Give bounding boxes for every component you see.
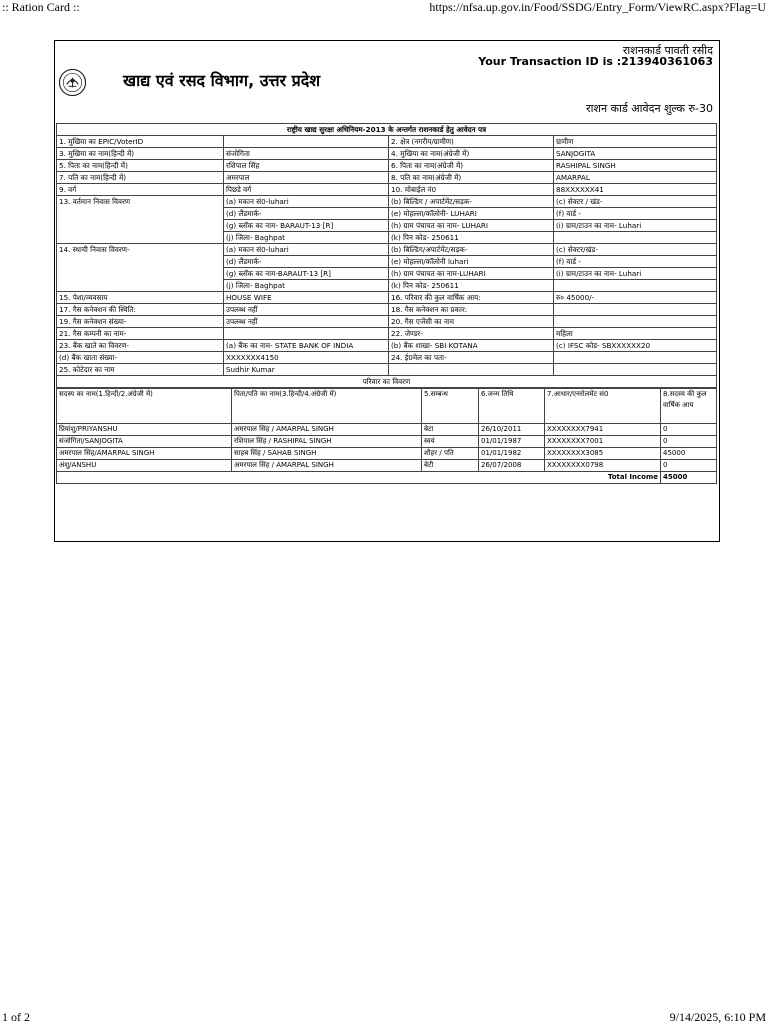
field-label: 16. परिवार की कुल वार्षिक आय:: [389, 292, 554, 304]
address-field: [554, 232, 717, 244]
member-name: संजोगिता/SANJOGITA: [57, 436, 232, 448]
address-field: (b) बिल्डिंग / अपार्टमेंट/सड़क-: [389, 196, 554, 208]
page-number: 1 of 2: [2, 1010, 30, 1024]
field-label: 19. गैस कनेक्शन संख्या-: [57, 316, 224, 328]
field-label: 18. गैस कनेक्शन का प्रकार:: [389, 304, 554, 316]
address-field: [554, 280, 717, 292]
member-guardian: अमरपाल सिंह / AMARPAL SINGH: [232, 424, 422, 436]
field-label: 9. वर्ग: [57, 184, 224, 196]
member-dob: 26/10/2011: [479, 424, 545, 436]
total-income-row: [57, 472, 717, 484]
address-field: (i) ग्राम/टाउन का नाम- Luhari: [554, 268, 717, 280]
field-label: 4. मुखिया का नाम(अंग्रेजी में): [389, 148, 554, 160]
field-label: (d) बैंक खाता संख्या-: [57, 352, 224, 364]
field-value: XXXXXXX4150: [224, 352, 389, 364]
address-field: (a) मकान सं0-luhari: [224, 196, 389, 208]
field-value: [554, 352, 717, 364]
field-label: 17. गैस कनेक्शन की स्थिति:: [57, 304, 224, 316]
family-members-table: [56, 388, 717, 484]
field-label: 10. मोबाईल नं0: [389, 184, 554, 196]
family-header-row: [57, 389, 717, 424]
column-header: 8.सदस्य की कुल वार्षिक आय: [661, 389, 717, 424]
member-name: अंशु/ANSHU: [57, 460, 232, 472]
permanent-address-label: 14. स्थायी निवास विवरण-: [57, 244, 224, 292]
field-value: रशिपाल सिंह: [224, 160, 389, 172]
field-label: 15. पेशा/व्यवसाय: [57, 292, 224, 304]
bank-details-label: 23. बैंक खाते का विवरण-: [57, 340, 224, 352]
field-value: अमरपाल: [224, 172, 389, 184]
address-field: (c) सेक्टर/खंड-: [554, 244, 717, 256]
member-dob: 01/01/1982: [479, 448, 545, 460]
field-value: [554, 304, 717, 316]
address-field: (b) बिल्डिंग/अपार्टमेंट/सड़क-: [389, 244, 554, 256]
bank-ifsc: (c) IFSC कोड- SBXXXXXX20: [554, 340, 717, 352]
field-label: 22. जेण्डर-: [389, 328, 554, 340]
field-value: ग्रामीण: [554, 136, 717, 148]
member-guardian: साहब सिंह / SAHAB SINGH: [232, 448, 422, 460]
application-details-table: [56, 123, 717, 388]
column-header: 5.सम्बन्ध: [422, 389, 479, 424]
column-header: 6.जन्म तिथि: [479, 389, 545, 424]
member-aadhaar: XXXXXXXX0798: [545, 460, 661, 472]
table-row: [57, 352, 717, 364]
table-row: [57, 424, 717, 436]
member-aadhaar: XXXXXXXX7941: [545, 424, 661, 436]
application-fee: राशन कार्ड आवेदन शुल्क रु-30: [586, 102, 713, 115]
address-field: (c) सेक्टर / खंड-: [554, 196, 717, 208]
field-label: 8. पति का नाम(अंग्रेजी में): [389, 172, 554, 184]
address-field: (k) पिन कोड- 250611: [389, 232, 554, 244]
field-label: 6. पिता का नाम(अंग्रेजी में): [389, 160, 554, 172]
field-label: 2. क्षेत्र (नगरीय/ग्रामीण): [389, 136, 554, 148]
table-row: [57, 160, 717, 172]
bank-branch: (b) बैंक शाखा- SBI KOTANA: [389, 340, 554, 352]
department-name: खाद्य एवं रसद विभाग, उत्तर प्रदेश: [123, 71, 321, 90]
address-field: (f) वार्ड -: [554, 256, 717, 268]
form-title: राष्ट्रीय खाद्य सुरक्षा अधिनियम-2013 के अन्तर्गत राशनकार्ड हेतु आवेदन पत्र: [57, 124, 717, 136]
field-value: उपलब्ध नहीं: [224, 304, 389, 316]
field-label: 25. कोटेदार का नाम: [57, 364, 224, 376]
member-relation: बेटा: [422, 424, 479, 436]
table-row: [57, 460, 717, 472]
address-field: (f) वार्ड -: [554, 208, 717, 220]
column-header: पिता/पति का नाम(3.हिन्दी/4.अंग्रेजी में): [232, 389, 422, 424]
current-address-label: 13. वर्तमान निवास विवरण: [57, 196, 224, 244]
address-field: (d) लैंडमार्क-: [224, 256, 389, 268]
field-value: [554, 316, 717, 328]
table-row: [57, 196, 717, 208]
field-value: संजोगिता: [224, 148, 389, 160]
table-row: [57, 448, 717, 460]
field-value: [224, 136, 389, 148]
receipt-header: [55, 41, 719, 123]
total-income-label: Total Income: [57, 472, 661, 484]
address-field: (e) मोहल्ला/कॉलोनी- LUHARI: [389, 208, 554, 220]
receipt-title: राशनकार्ड पावती रसीद: [622, 44, 713, 57]
field-value: उपलब्ध नहीं: [224, 316, 389, 328]
ration-card-receipt: [54, 40, 720, 542]
bank-name: (a) बैंक का नाम- STATE BANK OF INDIA: [224, 340, 389, 352]
total-income-value: 45000: [661, 472, 717, 484]
address-field: (g) ब्लॉक का नाम-BARAUT-13 [R]: [224, 268, 389, 280]
field-value: महिला: [554, 328, 717, 340]
field-value: [224, 328, 389, 340]
member-dob: 01/01/1987: [479, 436, 545, 448]
member-aadhaar: XXXXXXXX3085: [545, 448, 661, 460]
member-income: 0: [661, 436, 717, 448]
browser-url: https://nfsa.up.gov.in/Food/SSDG/Entry_Form/ViewRC.aspx?Flag=U: [429, 0, 766, 14]
field-value: Sudhir Kumar: [224, 364, 389, 376]
member-relation: स्वयं: [422, 436, 479, 448]
address-field: (h) ग्राम पंचायत का नाम- LUHARI: [389, 220, 554, 232]
address-field: (i) ग्राम/टाउन का नाम- Luhari: [554, 220, 717, 232]
address-field: (d) लैंडमार्क-: [224, 208, 389, 220]
table-row: [57, 148, 717, 160]
field-value: SANJOGITA: [554, 148, 717, 160]
field-label: [389, 364, 554, 376]
field-label: 7. पति का नाम(हिन्दी में): [57, 172, 224, 184]
member-income: 0: [661, 460, 717, 472]
address-field: (j) जिला- Baghpat: [224, 232, 389, 244]
table-row: [57, 136, 717, 148]
field-value: पिछडे वर्ग: [224, 184, 389, 196]
member-income: 0: [661, 424, 717, 436]
member-relation: बेटी: [422, 460, 479, 472]
field-label: 21. गैस कम्पनी का नाम-: [57, 328, 224, 340]
table-row: [57, 244, 717, 256]
column-header: सदस्य का नाम(1.हिन्दी/2.अंग्रेजी में): [57, 389, 232, 424]
member-aadhaar: XXXXXXXX7001: [545, 436, 661, 448]
address-field: (g) ब्लॉक का नाम- BARAUT-13 [R]: [224, 220, 389, 232]
up-emblem-icon: [58, 68, 87, 97]
address-field: (h) ग्राम पंचायत का नाम-LUHARI: [389, 268, 554, 280]
field-value: HOUSE WIFE: [224, 292, 389, 304]
table-row: [57, 364, 717, 376]
table-row: [57, 304, 717, 316]
field-label: 1. मुखिया का EPIC/VoterID: [57, 136, 224, 148]
address-field: (k) पिन कोड- 250611: [389, 280, 554, 292]
member-name: प्रियांशु/PRIYANSHU: [57, 424, 232, 436]
field-value: AMARPAL: [554, 172, 717, 184]
field-value: रु० 45000/-: [554, 292, 717, 304]
table-row: [57, 172, 717, 184]
member-dob: 26/07/2008: [479, 460, 545, 472]
print-datetime: 9/14/2025, 6:10 PM: [669, 1010, 766, 1024]
field-value: 88XXXXXX41: [554, 184, 717, 196]
field-label: 5. पिता का नाम(हिन्दी में): [57, 160, 224, 172]
family-details-title: परिवार का विवरण: [57, 376, 717, 388]
member-income: 45000: [661, 448, 717, 460]
table-row: [57, 316, 717, 328]
table-row: [57, 436, 717, 448]
field-label: 24. ई0मेल का पता-: [389, 352, 554, 364]
member-name: अमरपाल सिंह/AMARPAL SINGH: [57, 448, 232, 460]
table-row: [57, 292, 717, 304]
field-value: RASHIPAL SINGH: [554, 160, 717, 172]
address-field: (j) जिला- Baghpat: [224, 280, 389, 292]
column-header: 7.आधार/एनरोलमेंट सं0: [545, 389, 661, 424]
field-value: [554, 364, 717, 376]
member-guardian: रशिपाल सिंह / RASHIPAL SINGH: [232, 436, 422, 448]
browser-page-title: :: Ration Card ::: [2, 0, 80, 14]
transaction-id: Your Transaction ID is :213940361063: [478, 55, 713, 68]
table-row: [57, 328, 717, 340]
field-label: 20. गैस एजेंसी का नाम: [389, 316, 554, 328]
member-guardian: अमरपाल सिंह / AMARPAL SINGH: [232, 460, 422, 472]
address-field: (a) मकान सं0-luhari: [224, 244, 389, 256]
address-field: (e) मोहल्ला/कॉलोनी luhari: [389, 256, 554, 268]
table-row: [57, 184, 717, 196]
field-label: 3. मुखिया का नाम(हिन्दी में): [57, 148, 224, 160]
member-relation: शौहर / पति: [422, 448, 479, 460]
table-row: [57, 340, 717, 352]
